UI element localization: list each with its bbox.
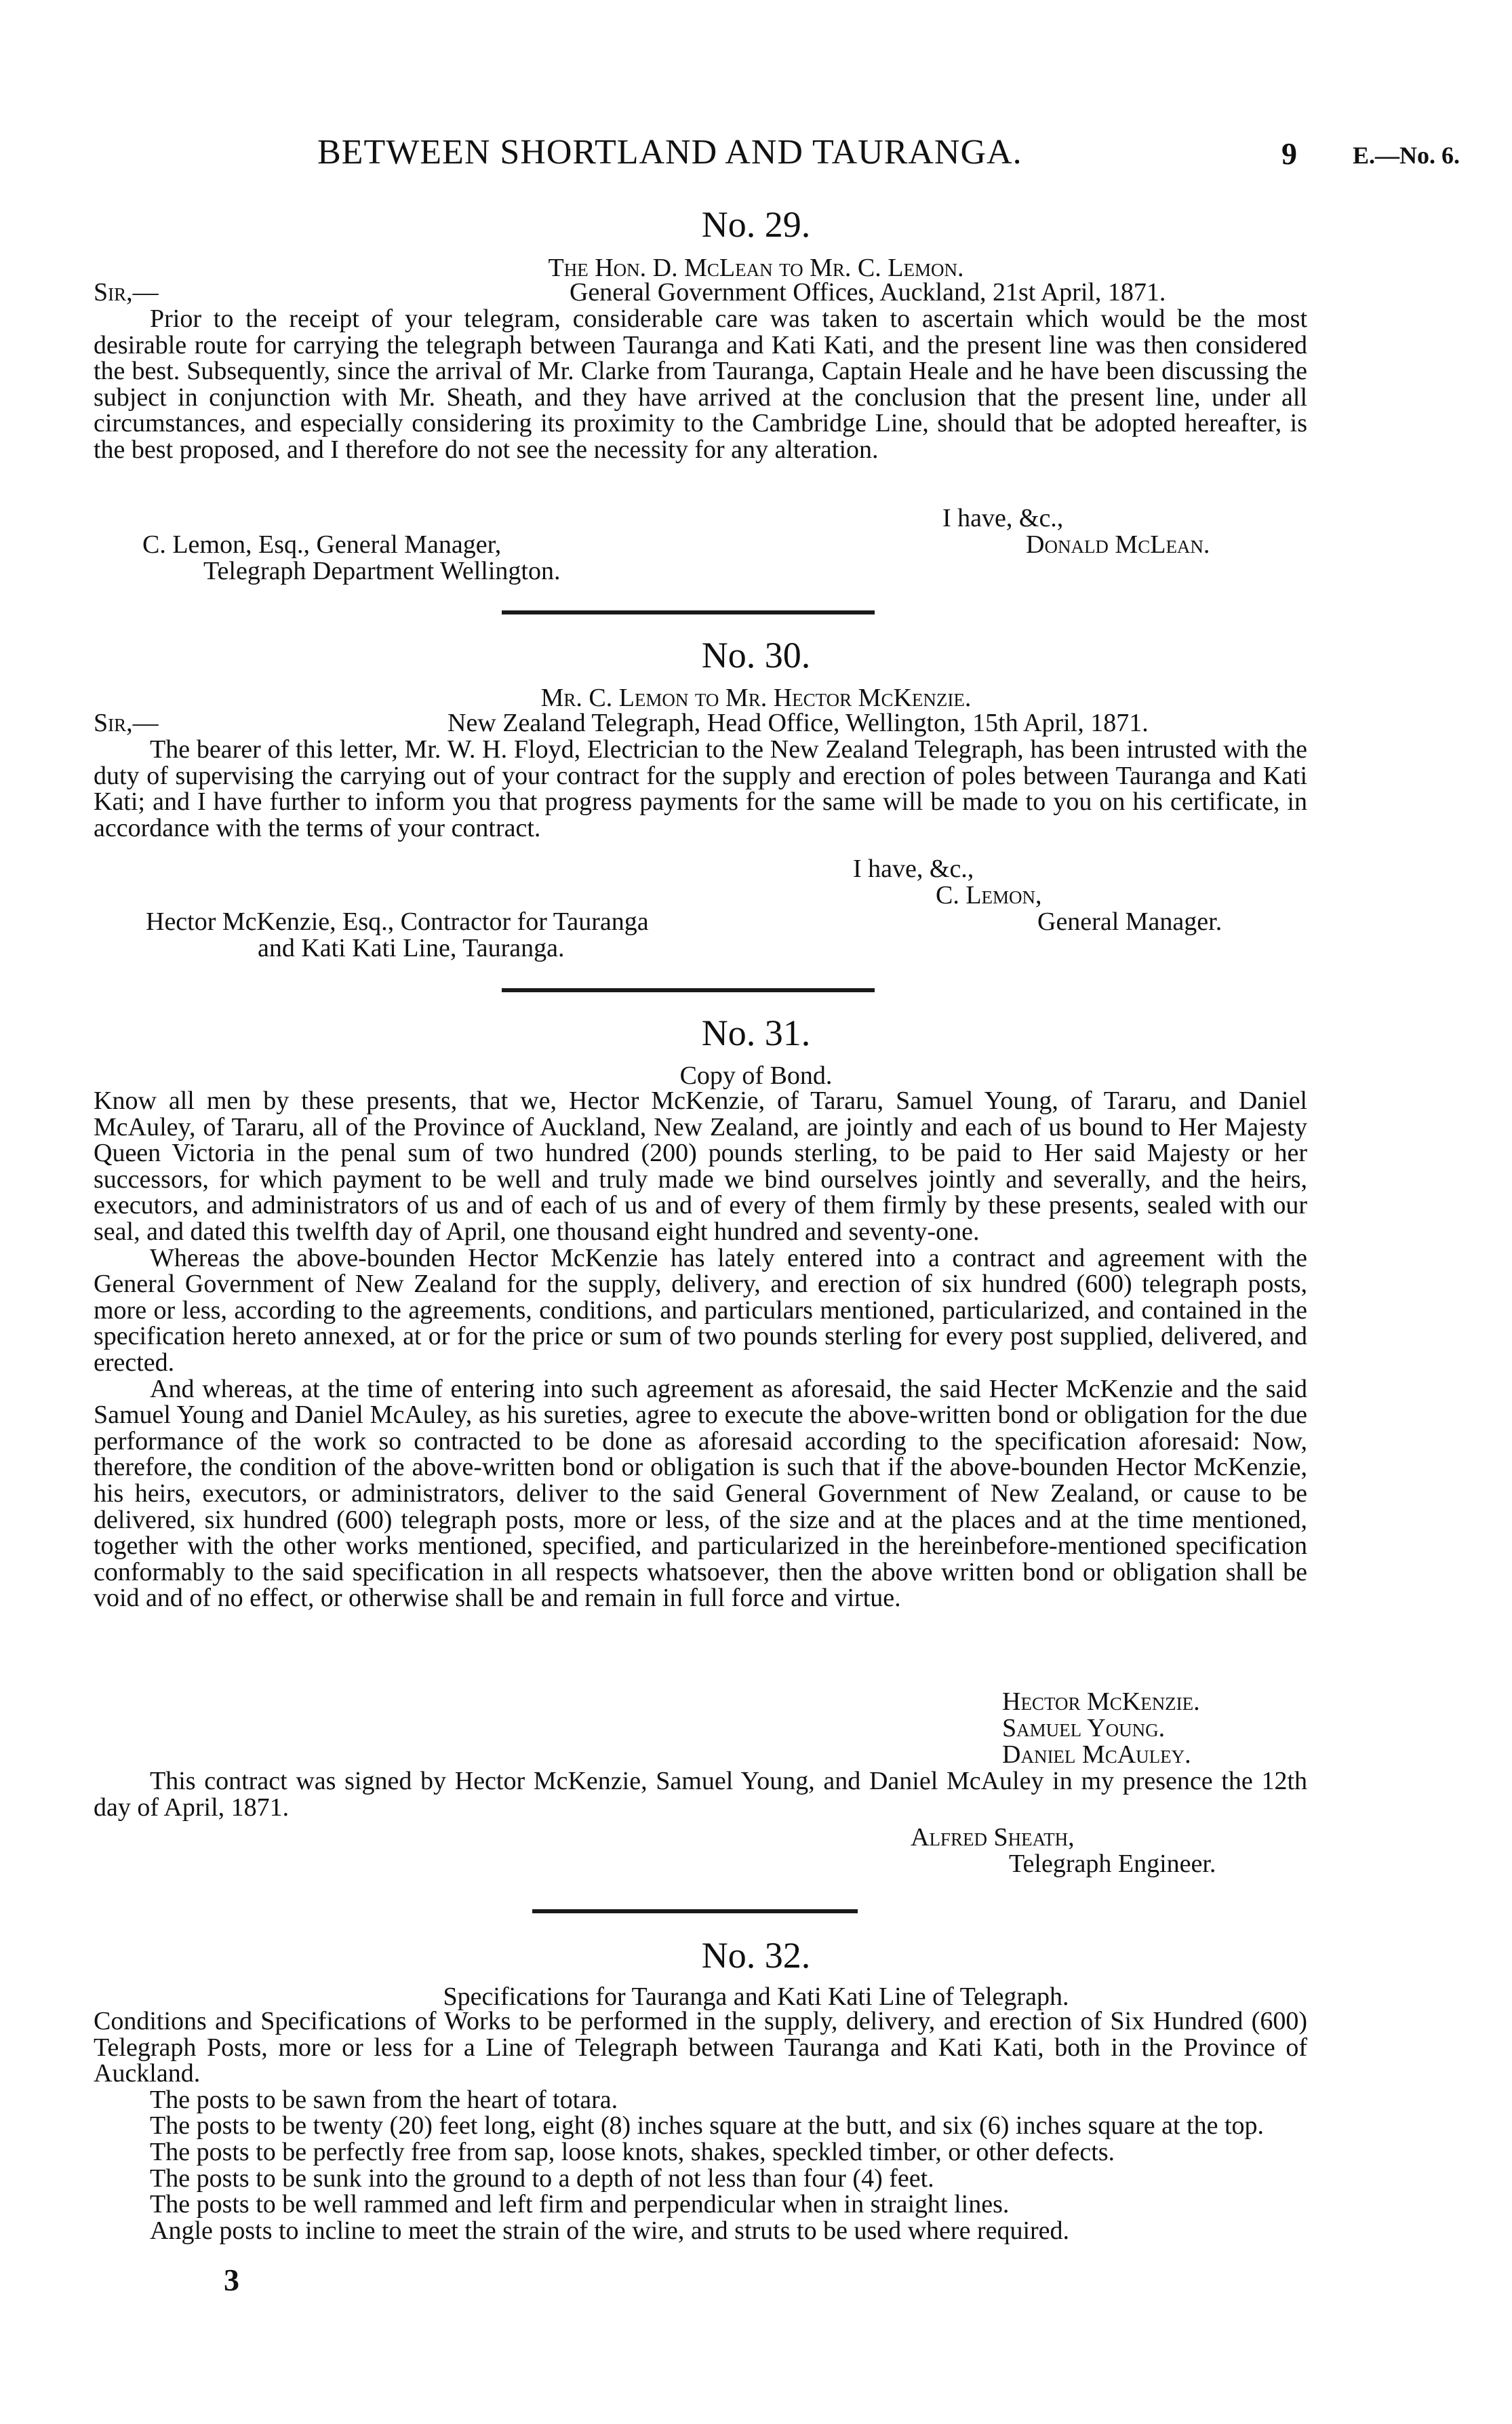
- specifications-text: [94, 2008, 1307, 2244]
- letter-subtitle-30: Mr. C. Lemon to Mr. Hector McKenzie.: [540, 684, 972, 712]
- closing-30: I have, &c.,: [853, 855, 974, 883]
- signature-29: Donald McLean.: [1026, 530, 1210, 559]
- specifications-intro: Conditions and Specifications of Works to be performed in the supply, delivery, and erection of Six Hundred (600) Telegraph Posts, more or less for a Line of Telegraph between Tauranga and Kati Kati, both in the Province of Auckland.: [94, 2007, 1307, 2088]
- addressee-30-line1: Hector McKenzie, Esq., Contractor for Tauranga: [146, 907, 649, 936]
- letter-address-30: New Zealand Telegraph, Head Office, Wellington, 15th April, 1871.: [447, 709, 1149, 737]
- bond-paragraph-1: Know all men by these presents, that we, Hector McKenzie, of Tararu, Samuel Young, of Tararu, and Daniel McAuley, of Tararu, all of the Province of Auckland, New Zealand, are jointly and each of us bound to Her Majesty Queen Victoria in the penal sum of two hundred (200) pounds sterling, to be paid to Her said Majesty or her successors, for which payment to be well and truly made we bind ourselves jointly and severally, and the heirs, executors, and administrators of us and of each of us and of every of them firmly by these presents, sealed with our seal, and dated this twelfth day of April, one thousand eight hundred and seventy-one.: [94, 1087, 1307, 1246]
- letter-subtitle-29: The Hon. D. McLean to Mr. C. Lemon.: [548, 254, 964, 282]
- specifications-subtitle: Specifications for Tauranga and Kati Kati Line of Telegraph.: [443, 1982, 1069, 2011]
- section-divider: [502, 610, 875, 614]
- letter-body-30: The bearer of this letter, Mr. W. H. Floyd, Electrician to the New Zealand Telegraph, has been intrusted with the duty of supervising the carrying out of your contract for the supply and erection of poles between Tauranga and Kati Kati; and I have further to inform you that progress payments for the same will be made to you on his certificate, in accordance with the terms of your contract.: [94, 735, 1307, 842]
- specification-item: The posts to be well rammed and left firm and perpendicular when in straight lines.: [150, 2190, 1010, 2219]
- bond-signer-2: Samuel Young.: [1002, 1714, 1166, 1742]
- paper-reference: E.—No. 6.: [1353, 142, 1460, 169]
- bond-text: [94, 1088, 1307, 1611]
- bond-paragraph-3: And whereas, at the time of entering into such agreement as aforesaid, the said Hecter McKenzie and the said Samuel Young and Daniel McAuley, as his sureties, agree to execute the above-written bond or obligation for the due performance of the work so contracted to be done as aforesaid according to the specification aforesaid: Now, therefore, the condition of the above-written bond or obligation is such that if the above-bounden Hector McKenzie, his heirs, executors, or administrators, deliver to the said General Government of New Zealand, or cause to be delivered, six hundred (600) telegraph posts, more or less, of the size and at the places and at the time mentioned, together with the other works mentioned, specified, and particularized in the hereinbefore-mentioned specification conformably to the said specification in all respects whatsoever, then the above written bond or obligation shall be void and of no effect, or otherwise shall be and remain in full force and virtue.: [94, 1374, 1307, 1613]
- section-number-32: No. 32.: [701, 1935, 811, 1976]
- addressee-29-line1: C. Lemon, Esq., General Manager,: [142, 530, 502, 559]
- bond-signer-1: Hector McKenzie.: [1002, 1687, 1200, 1716]
- printer-signature-mark: 3: [224, 2263, 239, 2297]
- bond-signer-3: Daniel McAuley.: [1002, 1740, 1191, 1769]
- witness-title: Telegraph Engineer.: [1009, 1850, 1216, 1878]
- addressee-30-line2: and Kati Kati Line, Tauranga.: [258, 934, 565, 962]
- signature-title-30: General Manager.: [1037, 907, 1222, 936]
- running-title: BETWEEN SHORTLAND AND TAURANGA.: [317, 133, 1022, 172]
- specification-item: Angle posts to incline to meet the strain of the wire, and struts to be used where required.: [150, 2216, 1070, 2245]
- page-number: 9: [1281, 136, 1297, 171]
- salutation-30: Sir,—: [94, 709, 159, 737]
- specification-item: The posts to be perfectly free from sap, loose knots, shakes, speckled timber, or other defects.: [150, 2137, 1115, 2166]
- witness-statement: This contract was signed by Hector McKenzie, Samuel Young, and Daniel McAuley in my presence the 12th day of April, 1871.: [94, 1767, 1307, 1822]
- witness-signature: Alfred Sheath,: [911, 1823, 1075, 1852]
- specification-item: The posts to be twenty (20) feet long, eight (8) inches square at the butt, and six (6) inches square at the top.: [150, 2111, 1265, 2140]
- section-number-30: No. 30.: [701, 635, 811, 676]
- specification-item: The posts to be sunk into the ground to a depth of not less than four (4) feet.: [150, 2164, 934, 2193]
- bond-paragraph-2: Whereas the above-bounden Hector McKenzie has lately entered into a contract and agreement with the General Government of New Zealand for the supply, delivery, and erection of six hundred (600) telegraph posts, more or less, according to the agreements, conditions, and particulars mentioned, particularized, and contained in the specification hereto annexed, at or for the price or sum of two pounds sterling for every post supplied, delivered, and erected.: [94, 1243, 1307, 1377]
- bond-subtitle: Copy of Bond.: [679, 1061, 833, 1090]
- specification-item: The posts to be sawn from the heart of totara.: [150, 2085, 618, 2114]
- letter-address-29: General Government Offices, Auckland, 21st April, 1871.: [570, 278, 1166, 307]
- addressee-29-line2: Telegraph Department Wellington.: [203, 557, 561, 585]
- section-divider: [532, 1909, 858, 1913]
- section-number-31: No. 31.: [701, 1013, 811, 1053]
- letter-body-29: Prior to the receipt of your telegram, considerable care was taken to ascertain which would be the most desirable route for carrying the telegraph between Tauranga and Kati Kati, and the present line was then considered the best. Subsequently, since the arrival of Mr. Clarke from Tauranga, Captain Heale and he have been discussing the subject in conjunction with Mr. Sheath, and they have arrived at the conclusion that the present line, under all circumstances, and especially considering its proximity to the Cambridge Line, should that be adopted hereafter, is the best proposed, and I therefore do not see the necessity for any alteration.: [94, 305, 1307, 464]
- closing-29: I have, &c.,: [942, 504, 1064, 532]
- section-divider: [502, 988, 875, 992]
- signature-30: C. Lemon,: [936, 881, 1042, 910]
- section-number-29: No. 29.: [701, 204, 811, 245]
- salutation-29: Sir,—: [94, 278, 159, 307]
